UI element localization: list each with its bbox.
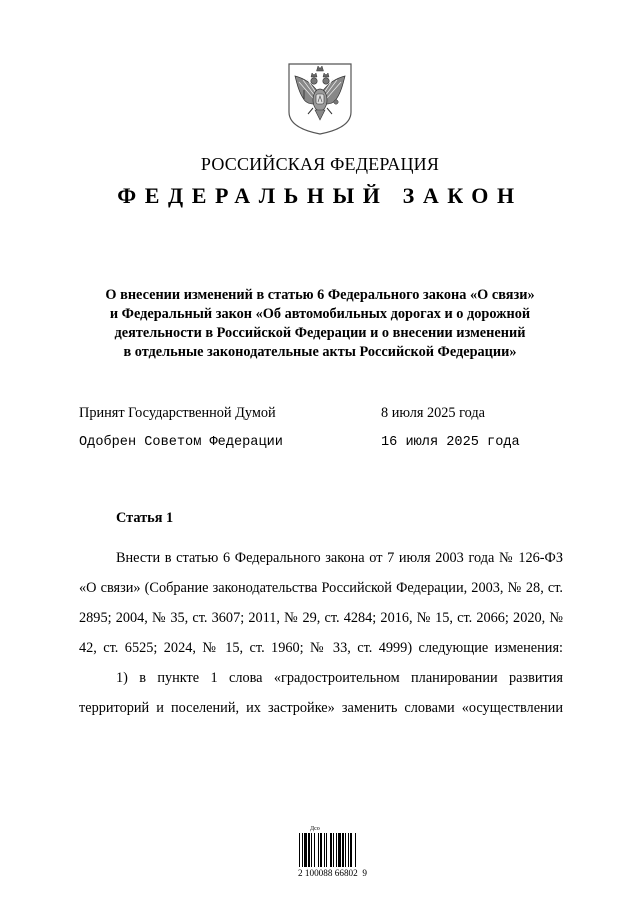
adoption-row <box>79 405 579 425</box>
barcode-bar <box>342 833 344 867</box>
barcode-bar <box>350 833 352 867</box>
barcode-tag: Дсо <box>310 826 320 832</box>
document-type: ФЕДЕРАЛЬНЫЙ ЗАКОН <box>117 183 523 208</box>
coat-of-arms-emblem <box>287 62 353 136</box>
barcode-bar <box>304 833 307 867</box>
approval-row <box>79 435 579 455</box>
barcode-number: 2 100088 66802 9 <box>298 868 367 878</box>
barcode-bar <box>314 833 315 867</box>
barcode-bar <box>326 833 327 867</box>
barcode-icon <box>298 833 374 867</box>
barcode-bar <box>345 833 346 867</box>
law-title-line: и Федеральный закон «Об автомобильных дорогах и о дорожной <box>109 306 531 322</box>
article-body <box>79 543 563 723</box>
barcode-bar <box>336 833 337 867</box>
article-paragraph: 1) в пункте 1 слова «градостроительном планировании развития территорий и поселений, их застройке» заменить словами «осуществлении <box>79 670 563 716</box>
barcode-block <box>298 826 374 878</box>
barcode-bar <box>338 833 341 867</box>
country-name: РОССИЙСКАЯ ФЕДЕРАЦИЯ <box>200 154 440 174</box>
barcode-bar <box>308 833 310 867</box>
barcode-bar <box>355 833 356 867</box>
approved-label: Одобрен Советом Федерации <box>79 435 283 450</box>
law-title-line: в отдельные законодательные акты Российской Федерации» <box>123 344 517 360</box>
barcode-bar <box>311 833 312 867</box>
adopted-date: 8 июля 2025 года <box>381 405 486 421</box>
adopted-label: Принят Государственной Думой <box>79 405 276 421</box>
approved-date: 16 июля 2025 года <box>381 435 520 450</box>
barcode-bar <box>302 833 303 867</box>
law-title-line: О внесении изменений в статью 6 Федерального закона «О связи» <box>105 287 535 303</box>
coat-of-arms-icon <box>287 62 353 136</box>
article-heading: Статья 1 <box>116 510 174 526</box>
barcode-bar <box>348 833 349 867</box>
law-title-line: деятельности в Российской Федерации и о внесении изменений <box>114 325 526 341</box>
barcode-bar <box>320 833 322 867</box>
law-title <box>0 286 640 362</box>
barcode-bar <box>299 833 300 867</box>
article-paragraph: Внести в статью 6 Федерального закона от 7 июля 2003 года № 126-ФЗ «О связи» (Собрание законодательства Российской Федерации, 2003, № 28, ст. 2895; 2004, № 35, ст. 3607; 2011, № 29, ст. 4284; 2016, № 15, ст. 2066; 2020, № 42, ст. 6525; 2024, № 15, ст. 1960; № 33, ст. 4999) следующие изменения: <box>79 550 563 656</box>
barcode-bar <box>324 833 325 867</box>
barcode-bar <box>333 833 334 867</box>
barcode-bar <box>330 833 332 867</box>
barcode-bar <box>318 833 319 867</box>
